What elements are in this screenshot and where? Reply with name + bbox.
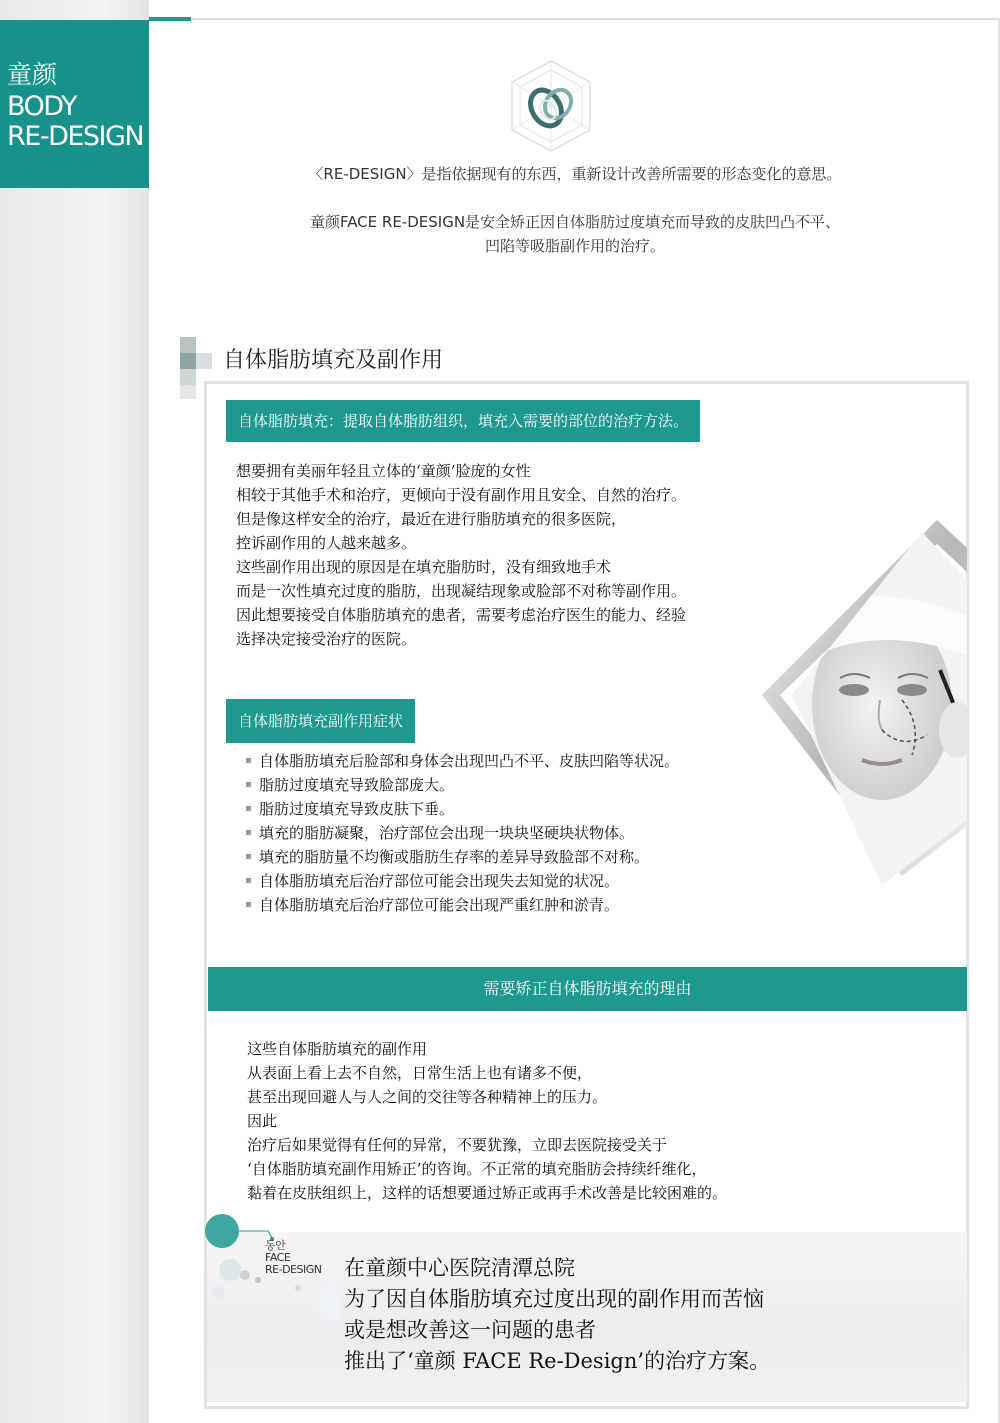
intro-block — [150, 210, 1000, 258]
symptom-text: 脂肪过度填充导致皮肤下垂。 — [259, 800, 455, 818]
brand-line-1: 童颜 — [7, 60, 58, 89]
paragraph-reason — [247, 1037, 727, 1205]
paragraph-line: 相较于其他手术和治疗，更倾向于没有副作用且安全、自然的治疗。 — [236, 486, 687, 504]
paragraph-line: 这些副作用出现的原因是在填充脂肪时，没有细致地手术 — [236, 558, 612, 576]
paragraph-line: 想要拥有美丽年轻且立体的‘童颜’脸庞的女性 — [236, 462, 531, 480]
left-side-strip — [0, 0, 149, 1423]
bullet-icon — [246, 878, 251, 883]
paragraph-line: 这些自体脂肪填充的副作用 — [247, 1040, 428, 1058]
footer-line: 或是想改善这一问题的患者 — [344, 1318, 596, 1342]
footer-logo-label — [265, 1240, 321, 1276]
footer-label-line: RE-DESIGN — [265, 1263, 322, 1276]
paragraph-line: 治疗后如果觉得有任何的异常，不要犹豫，立即去医院接受关于 — [247, 1136, 668, 1154]
top-accent-line — [149, 17, 191, 21]
paragraph-line: 控诉副作用的人越来越多。 — [236, 534, 417, 552]
symptom-text: 填充的脂肪凝聚，治疗部位会出现一块块坚硬块状物体。 — [259, 824, 635, 842]
bullet-icon — [246, 758, 251, 763]
footer-line: 在童颜中心医院清潭总院 — [344, 1256, 575, 1280]
bullet-icon — [246, 902, 251, 907]
body-redesign-logo-icon — [508, 58, 594, 154]
paragraph-line: 因此 — [247, 1112, 278, 1130]
list-item — [246, 869, 679, 893]
list-item — [246, 845, 679, 869]
brand-box — [0, 20, 149, 188]
tag-side-effect-symptoms: 自体脂肪填充副作用症状 — [226, 699, 415, 743]
footer-line: 推出了‘童颜 FACE Re-Design’的治疗方案。 — [344, 1349, 771, 1373]
face-illustration — [762, 520, 967, 940]
paragraph-line: 但是像这样安全的治疗，最近在进行脂肪填充的很多医院， — [236, 510, 627, 528]
symptom-text: 脂肪过度填充导致脸部庞大。 — [259, 776, 455, 794]
list-item — [246, 773, 679, 797]
list-item — [246, 821, 679, 845]
paragraph-line: 甚至出现回避人与人之间的交往等各种精神上的压力。 — [247, 1088, 608, 1106]
paragraph-line: 选择决定接受治疗的医院。 — [236, 630, 417, 648]
symptom-text: 自体脂肪填充后治疗部位可能会出现严重红肿和淤青。 — [259, 896, 620, 914]
bullet-icon — [246, 782, 251, 787]
tag-fat-grafting-definition: 自体脂肪填充：提取自体脂肪组织，填充入需要的部位的治疗方法。 — [226, 400, 700, 442]
list-item — [246, 893, 679, 917]
symptom-list — [246, 749, 679, 917]
brand-line-3: RE-DESIGN — [7, 121, 144, 152]
brand-line-2: BODY — [7, 91, 77, 122]
paragraph-line: 黏着在皮肤组织上，这样的话想要通过矫正或再手术改善是比较困难的。 — [247, 1184, 728, 1202]
bullet-icon — [246, 830, 251, 835]
symptom-text: 填充的脂肪量不均衡或脂肪生存率的差异导致脸部不对称。 — [259, 848, 650, 866]
paragraph-line: 而是一次性填充过度的脂肪，出现凝结现象或脸部不对称等副作用。 — [236, 582, 687, 600]
footer-line: 为了因自体脂肪填充过度出现的副作用而苦恼 — [344, 1287, 764, 1311]
footer-label-line: FACE — [265, 1251, 291, 1264]
intro-line-1: 〈RE-DESIGN〉是指依据现有的东西，重新设计改善所需要的形态变化的意思。 — [308, 165, 842, 183]
intro-line-2: 童颜FACE RE-DESIGN是安全矫正因自体脂肪过度填充而导致的皮肤凹凸不平、 — [309, 213, 841, 231]
list-item — [246, 749, 679, 773]
paragraph-line: 从表面上看上去不自然，日常生活上也有诸多不便， — [247, 1064, 593, 1082]
bullet-icon — [246, 854, 251, 859]
intro-line-3: 凹陷等吸脂副作用的治疗。 — [484, 237, 665, 255]
band-reason-title: 需要矫正自体脂肪填充的理由 — [208, 967, 967, 1011]
paragraph-line: 因此想要接受自体脂肪填充的患者，需要考虑治疗医生的能力、经验 — [236, 606, 687, 624]
paragraph-line: ‘自体脂肪填充副作用矫正’的咨询。不正常的填充脂肪会持续纤维化， — [247, 1160, 707, 1178]
list-item — [246, 797, 679, 821]
footer-label-line: 동안 — [265, 1239, 286, 1252]
symptom-text: 自体脂肪填充后治疗部位可能会出现失去知觉的状况。 — [259, 872, 620, 890]
paragraph-intro — [236, 459, 686, 651]
bullet-icon — [246, 806, 251, 811]
section-title: 自体脂肪填充及副作用 — [223, 348, 444, 373]
footer-text — [344, 1253, 770, 1377]
symptom-text: 自体脂肪填充后脸部和身体会出现凹凸不平、皮肤凹陷等状况。 — [259, 752, 680, 770]
top-divider-line — [191, 18, 1000, 20]
